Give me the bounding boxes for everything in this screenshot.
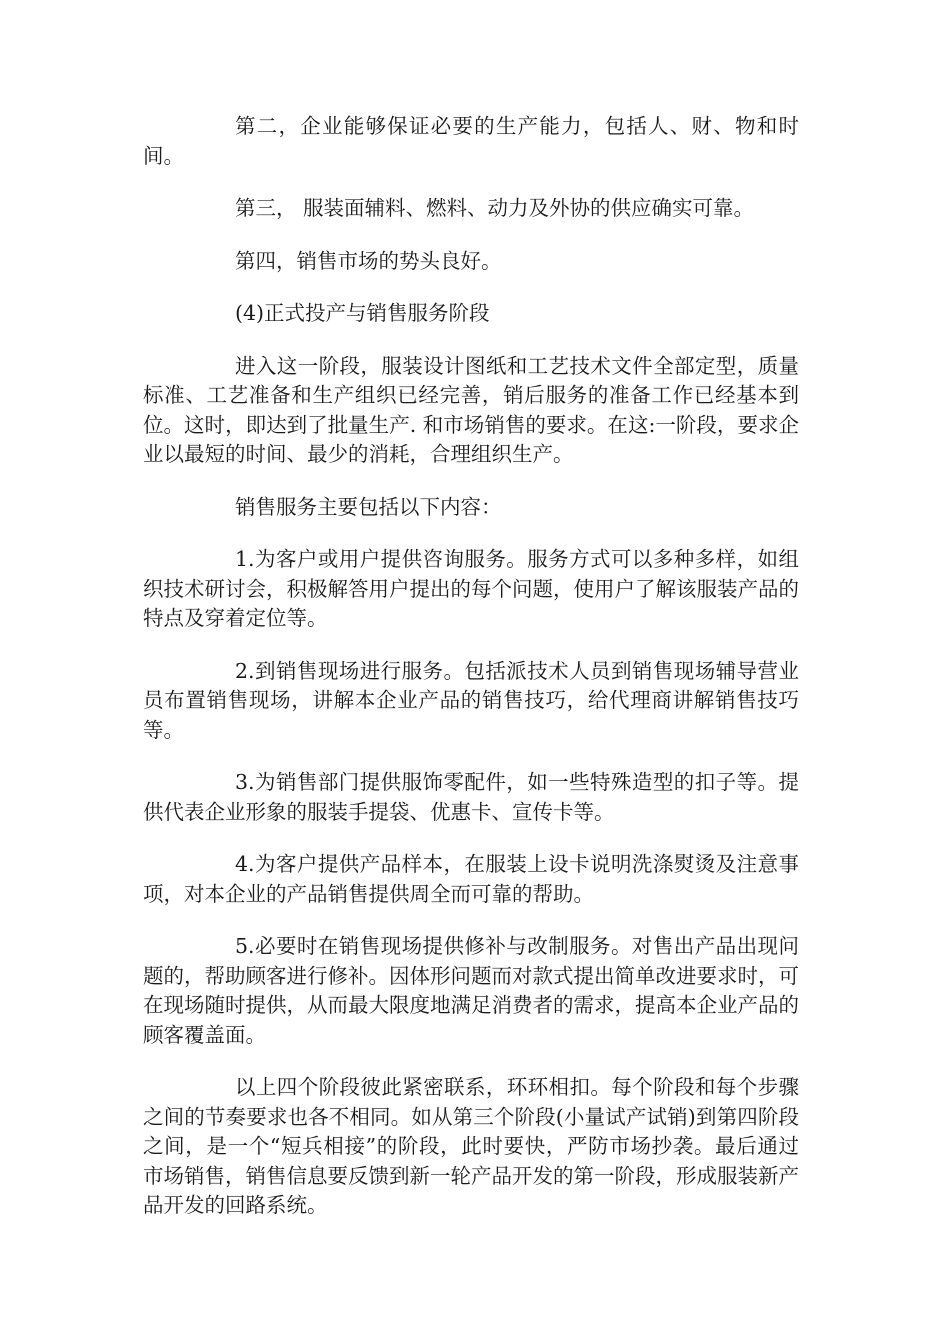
list-item-service-5: 5.必要时在销售现场提供修补与改制服务。对售出产品出现问题的，帮助顾客进行修补。因体形问题而对款式提出简单改进要求时，可在现场随时提供，从而最大限度地满足消费者的需求，提高本企业产品的顾客覆盖面。 xyxy=(143,934,799,1047)
paragraph-third-condition: 第三， 服装面辅料、燃料、动力及外协的供应确实可靠。 xyxy=(235,196,755,220)
section-heading-stage-4: (4)正式投产与销售服务阶段 xyxy=(235,301,490,325)
paragraph-second-condition: 第二，企业能够保证必要的生产能力，包括人、财、物和时间。 xyxy=(143,114,799,168)
paragraph-service-list-intro: 销售服务主要包括以下内容： xyxy=(235,494,502,519)
list-item-service-3: 3.为销售部门提供服饰零配件，如一些特殊造型的扣子等。提供代表企业形象的服装手提袋、优惠卡、宣传卡等。 xyxy=(143,770,799,824)
list-item-service-1: 1.为客户或用户提供咨询服务。服务方式可以多种多样，如组织技术研讨会，积极解答用户提出的每个问题，使用户了解该服装产品的特点及穿着定位等。 xyxy=(143,547,799,630)
document-body xyxy=(143,112,799,1244)
paragraph-fourth-condition: 第四，销售市场的势头良好。 xyxy=(235,248,502,273)
list-item-service-2: 2.到销售现场进行服务。包括派技术人员到销售现场辅导营业员布置销售现场，讲解本企业产品的销售技巧，给代理商讲解销售技巧等。 xyxy=(143,658,799,742)
list-item-service-4: 4.为客户提供产品样本，在服装上设卡说明洗涤熨烫及注意事项，对本企业的产品销售提供周全而可靠的帮助。 xyxy=(143,852,799,906)
paragraph-summary: 以上四个阶段彼此紧密联系，环环相扣。每个阶段和每个步骤之间的节奏要求也各不相同。如从第三个阶段(小量试产试销)到第四阶段之间，是一个“短兵相接”的阶段，此时要快，严防市场抄袭。最后通过市场销售，销售信息要反馈到新一轮产品开发的第一阶段，形成服装新产品开发的回路系统。 xyxy=(143,1075,799,1217)
paragraph-stage-intro: 进入这一阶段，服装设计图纸和工艺技术文件全部定型，质量标准、工艺准备和生产组织已经完善，销后服务的准备工作已经基本到位。这时，即达到了批量生产. 和市场销售的要求。在这:一阶段，要求企业以最短的时间、最少的消耗，合理组织生产。 xyxy=(143,353,799,466)
